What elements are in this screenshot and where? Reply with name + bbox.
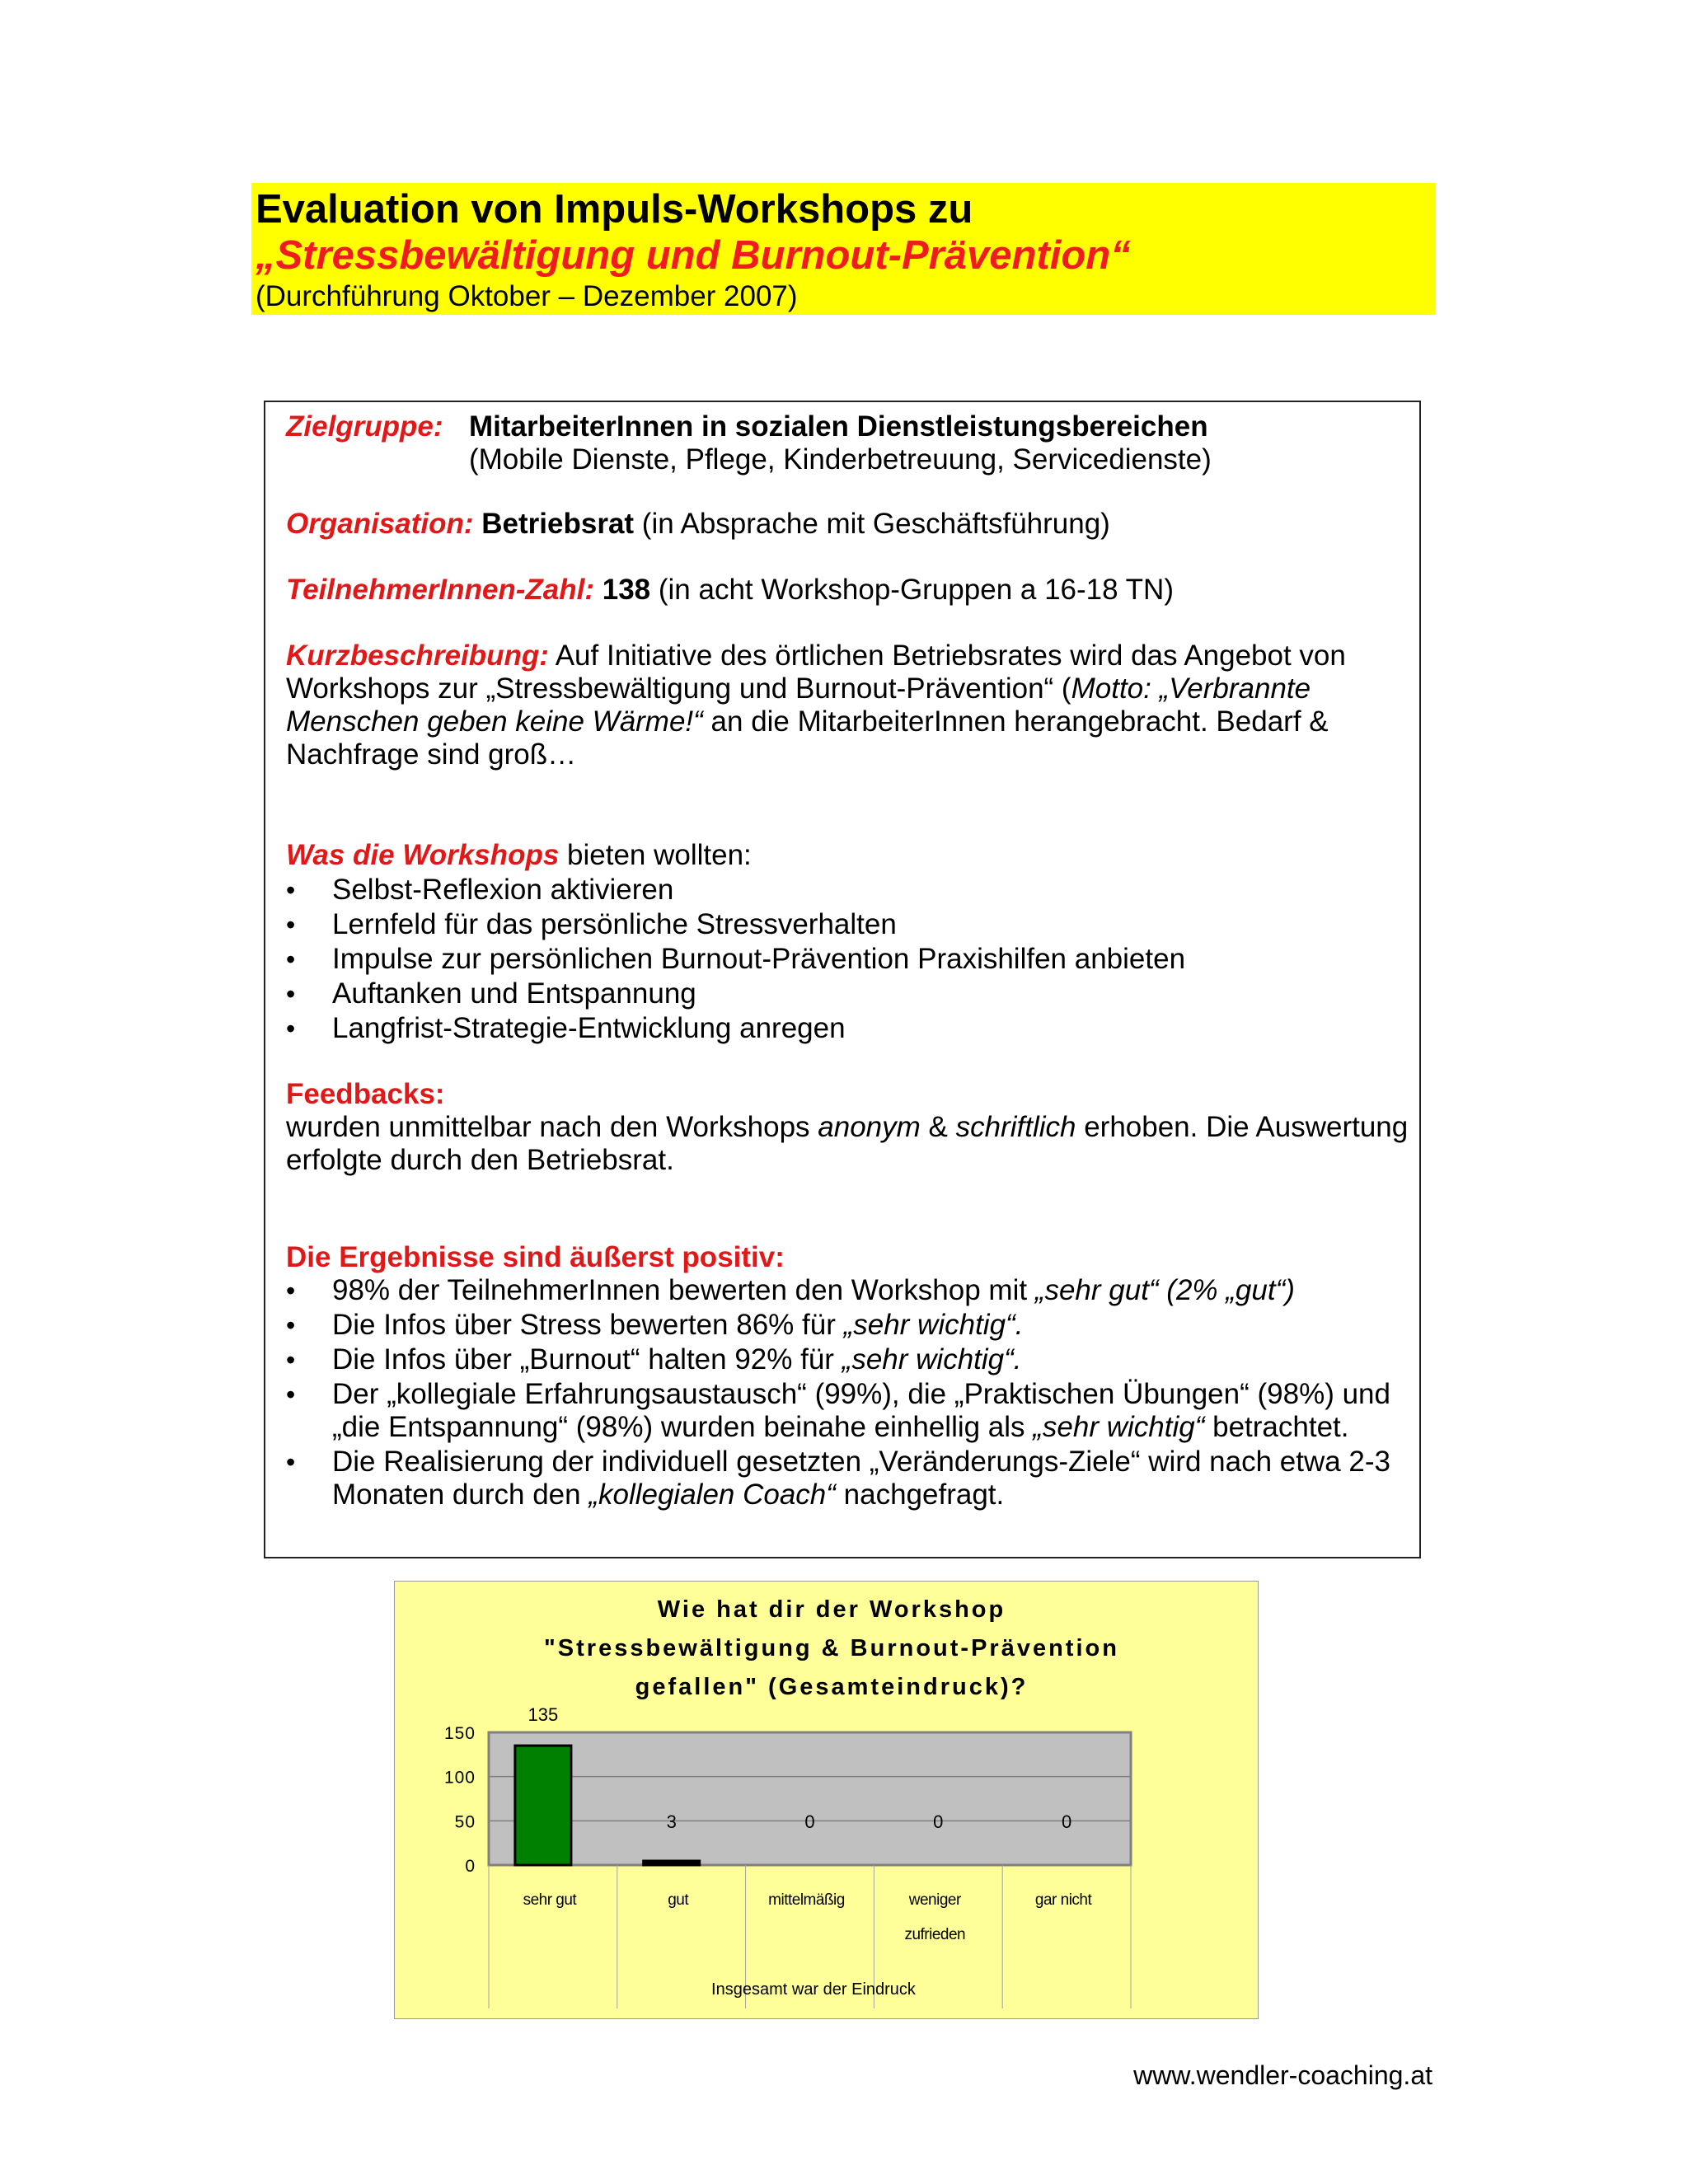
x-tick-label: zufrieden <box>904 1926 966 1943</box>
erg1-text: 98% der TeilnehmerInnen bewerten den Workshop mit <box>332 1274 1035 1306</box>
teilnehmer-detail: (in acht Workshop-Gruppen a 16-18 TN) <box>650 574 1174 606</box>
bullet: • <box>286 1345 296 1375</box>
chart-container <box>394 1581 1259 2019</box>
kurz-line-4: Nachfrage sind groß… <box>286 738 577 771</box>
bullet: • <box>286 875 296 905</box>
erg5d-text: nachgefragt. <box>835 1479 1005 1511</box>
x-axis-label: Insgesamt war der Eindruck <box>711 1980 916 1999</box>
kurz-label: Kurzbeschreibung: <box>286 640 549 672</box>
erg2-text: Die Infos über Stress bewerten 86% für <box>332 1309 844 1341</box>
list-item-text: Impulse zur persönlichen Burnout-Prävention Praxishilfen anbieten <box>332 943 1186 975</box>
feedback-line-1 <box>286 1111 1408 1144</box>
erg3-text: Die Infos über „Burnout“ halten 92% für <box>332 1343 842 1376</box>
feedback-text-d: schriftlich <box>955 1111 1076 1143</box>
x-tick-label: mittelmäßig <box>768 1891 845 1909</box>
organisation-label: Organisation: <box>286 508 474 540</box>
plot-area <box>489 1732 1131 1865</box>
ergebnis-item-5b <box>332 1479 1004 1511</box>
x-tick-label: weniger <box>908 1891 961 1909</box>
was-heading <box>286 839 752 872</box>
feedback-label: Feedbacks: <box>286 1078 445 1110</box>
chart-title-line: gefallen" (Gesamteindruck)? <box>635 1674 1029 1700</box>
kurz-text-1: Auf Initiative des örtlichen Betriebsrates wird das Angebot von <box>548 640 1346 672</box>
was-text: bieten wollten: <box>559 839 752 871</box>
organisation-value: Betriebsrat <box>481 508 635 540</box>
title-banner <box>251 183 1436 315</box>
bullet: • <box>286 910 296 940</box>
ergebnis-item-3 <box>332 1343 1022 1376</box>
organisation-detail: (in Absprache mit Geschäftsführung) <box>634 508 1110 540</box>
bar-chart <box>395 1582 1258 2018</box>
kurz-text-2a: Workshops zur „Stressbewältigung und Burnout-Prävention“ ( <box>286 673 1071 705</box>
feedback-text-e: erhoben. Die Auswertung <box>1076 1111 1409 1143</box>
kurz-text-3a: Menschen geben keine Wärme!“ <box>286 705 703 738</box>
zielgruppe-detail: (Mobile Dienste, Pflege, Kinderbetreuung, Servicedienste) <box>469 443 1212 476</box>
erg4b-text: „die Entspannung“ (98%) wurden beinahe einhellig als <box>332 1411 1034 1443</box>
x-tick-label: sehr gut <box>523 1891 577 1909</box>
y-tick-label: 0 <box>465 1857 476 1876</box>
info-box <box>264 401 1421 1558</box>
data-label: 3 <box>666 1811 677 1832</box>
data-label: 0 <box>1061 1811 1072 1832</box>
chart-title-line: Wie hat dir der Workshop <box>657 1596 1006 1623</box>
bullet: • <box>286 1276 296 1305</box>
feedback-text-a: wurden unmittelbar nach den Workshops <box>286 1111 818 1143</box>
y-tick-label: 150 <box>443 1724 476 1743</box>
feedback-line-2: erfolgte durch den Betriebsrat. <box>286 1144 674 1176</box>
chart-title-line: "Stressbewältigung & Burnout-Prävention <box>544 1635 1119 1661</box>
teilnehmer-label: TeilnehmerInnen-Zahl: <box>286 574 595 606</box>
erg5c-italic: „kollegialen Coach“ <box>588 1479 836 1511</box>
ergebnis-label: Die Ergebnisse sind äußerst positiv: <box>286 1241 785 1273</box>
list-item-text: Langfrist-Strategie-Entwicklung anregen <box>332 1012 846 1044</box>
ergebnis-item-5a: Die Realisierung der individuell gesetzten „Veränderungs-Ziele“ wird nach etwa 2-3 <box>332 1446 1391 1478</box>
ergebnis-item-1 <box>332 1274 1295 1307</box>
zielgruppe-value: MitarbeiterInnen in sozialen Dienstleistungsbereichen <box>469 410 1208 443</box>
kurz-line-3 <box>286 705 1329 738</box>
feedback-text-c: & <box>920 1111 956 1143</box>
y-tick-label: 100 <box>443 1768 476 1788</box>
bullet: • <box>286 1014 296 1043</box>
bullet: • <box>286 979 296 1009</box>
kurz-text-2b: Motto: „Verbrannte <box>1071 673 1311 705</box>
y-tick-label: 50 <box>454 1812 476 1832</box>
erg2-italic: „sehr wichtig“. <box>843 1309 1024 1341</box>
erg4c-italic: „sehr wichtig“ <box>1033 1411 1205 1443</box>
kurz-text-3b: an die MitarbeiterInnen herangebracht. Bedarf & <box>702 705 1329 738</box>
page-subtitle: „Stressbewältigung und Burnout-Prävention“ <box>256 233 1131 278</box>
bullet: • <box>286 1447 296 1477</box>
bar <box>515 1746 571 1865</box>
bullet: • <box>286 1310 296 1340</box>
organisation-row <box>286 508 1110 541</box>
list-item-text: Auftanken und Entspannung <box>332 977 696 1010</box>
erg1-italic: „sehr gut“ (2% „gut“) <box>1034 1274 1295 1306</box>
footer-url: www.wendler-coaching.at <box>1133 2060 1432 2090</box>
data-label: 135 <box>528 1704 559 1726</box>
erg5b-text: Monaten durch den <box>332 1479 589 1511</box>
kurz-line-2 <box>286 673 1311 705</box>
erg3-italic: „sehr wichtig“. <box>842 1343 1022 1376</box>
ergebnis-item-4a: Der „kollegiale Erfahrungsaustausch“ (99%), die „Praktischen Übungen“ (98%) und <box>332 1378 1390 1410</box>
zielgruppe-label: Zielgruppe: <box>286 410 443 443</box>
date-range: (Durchführung Oktober – Dezember 2007) <box>256 280 798 312</box>
page-title: Evaluation von Impuls-Workshops zu <box>256 187 973 232</box>
bar <box>644 1861 700 1865</box>
list-item-text: Lernfeld für das persönliche Stressverhalten <box>332 908 897 940</box>
data-label: 0 <box>933 1811 944 1832</box>
teilnehmer-value: 138 <box>602 574 651 606</box>
kurz-line-1 <box>286 640 1346 673</box>
list-item-text: Selbst-Reflexion aktivieren <box>332 874 674 906</box>
x-tick-label: gut <box>668 1891 689 1909</box>
erg4d-text: betrachtet. <box>1204 1411 1349 1443</box>
ergebnis-item-2 <box>332 1309 1023 1342</box>
bullet: • <box>286 1380 296 1409</box>
teilnehmer-row <box>286 574 1174 607</box>
feedback-text-b: anonym <box>818 1111 921 1143</box>
x-tick-label: gar nicht <box>1034 1891 1092 1909</box>
zielgruppe-row <box>286 410 443 443</box>
data-label: 0 <box>804 1811 815 1832</box>
bullet: • <box>286 944 296 974</box>
was-label: Was die Workshops <box>286 839 560 871</box>
ergebnis-item-4b <box>332 1411 1349 1444</box>
